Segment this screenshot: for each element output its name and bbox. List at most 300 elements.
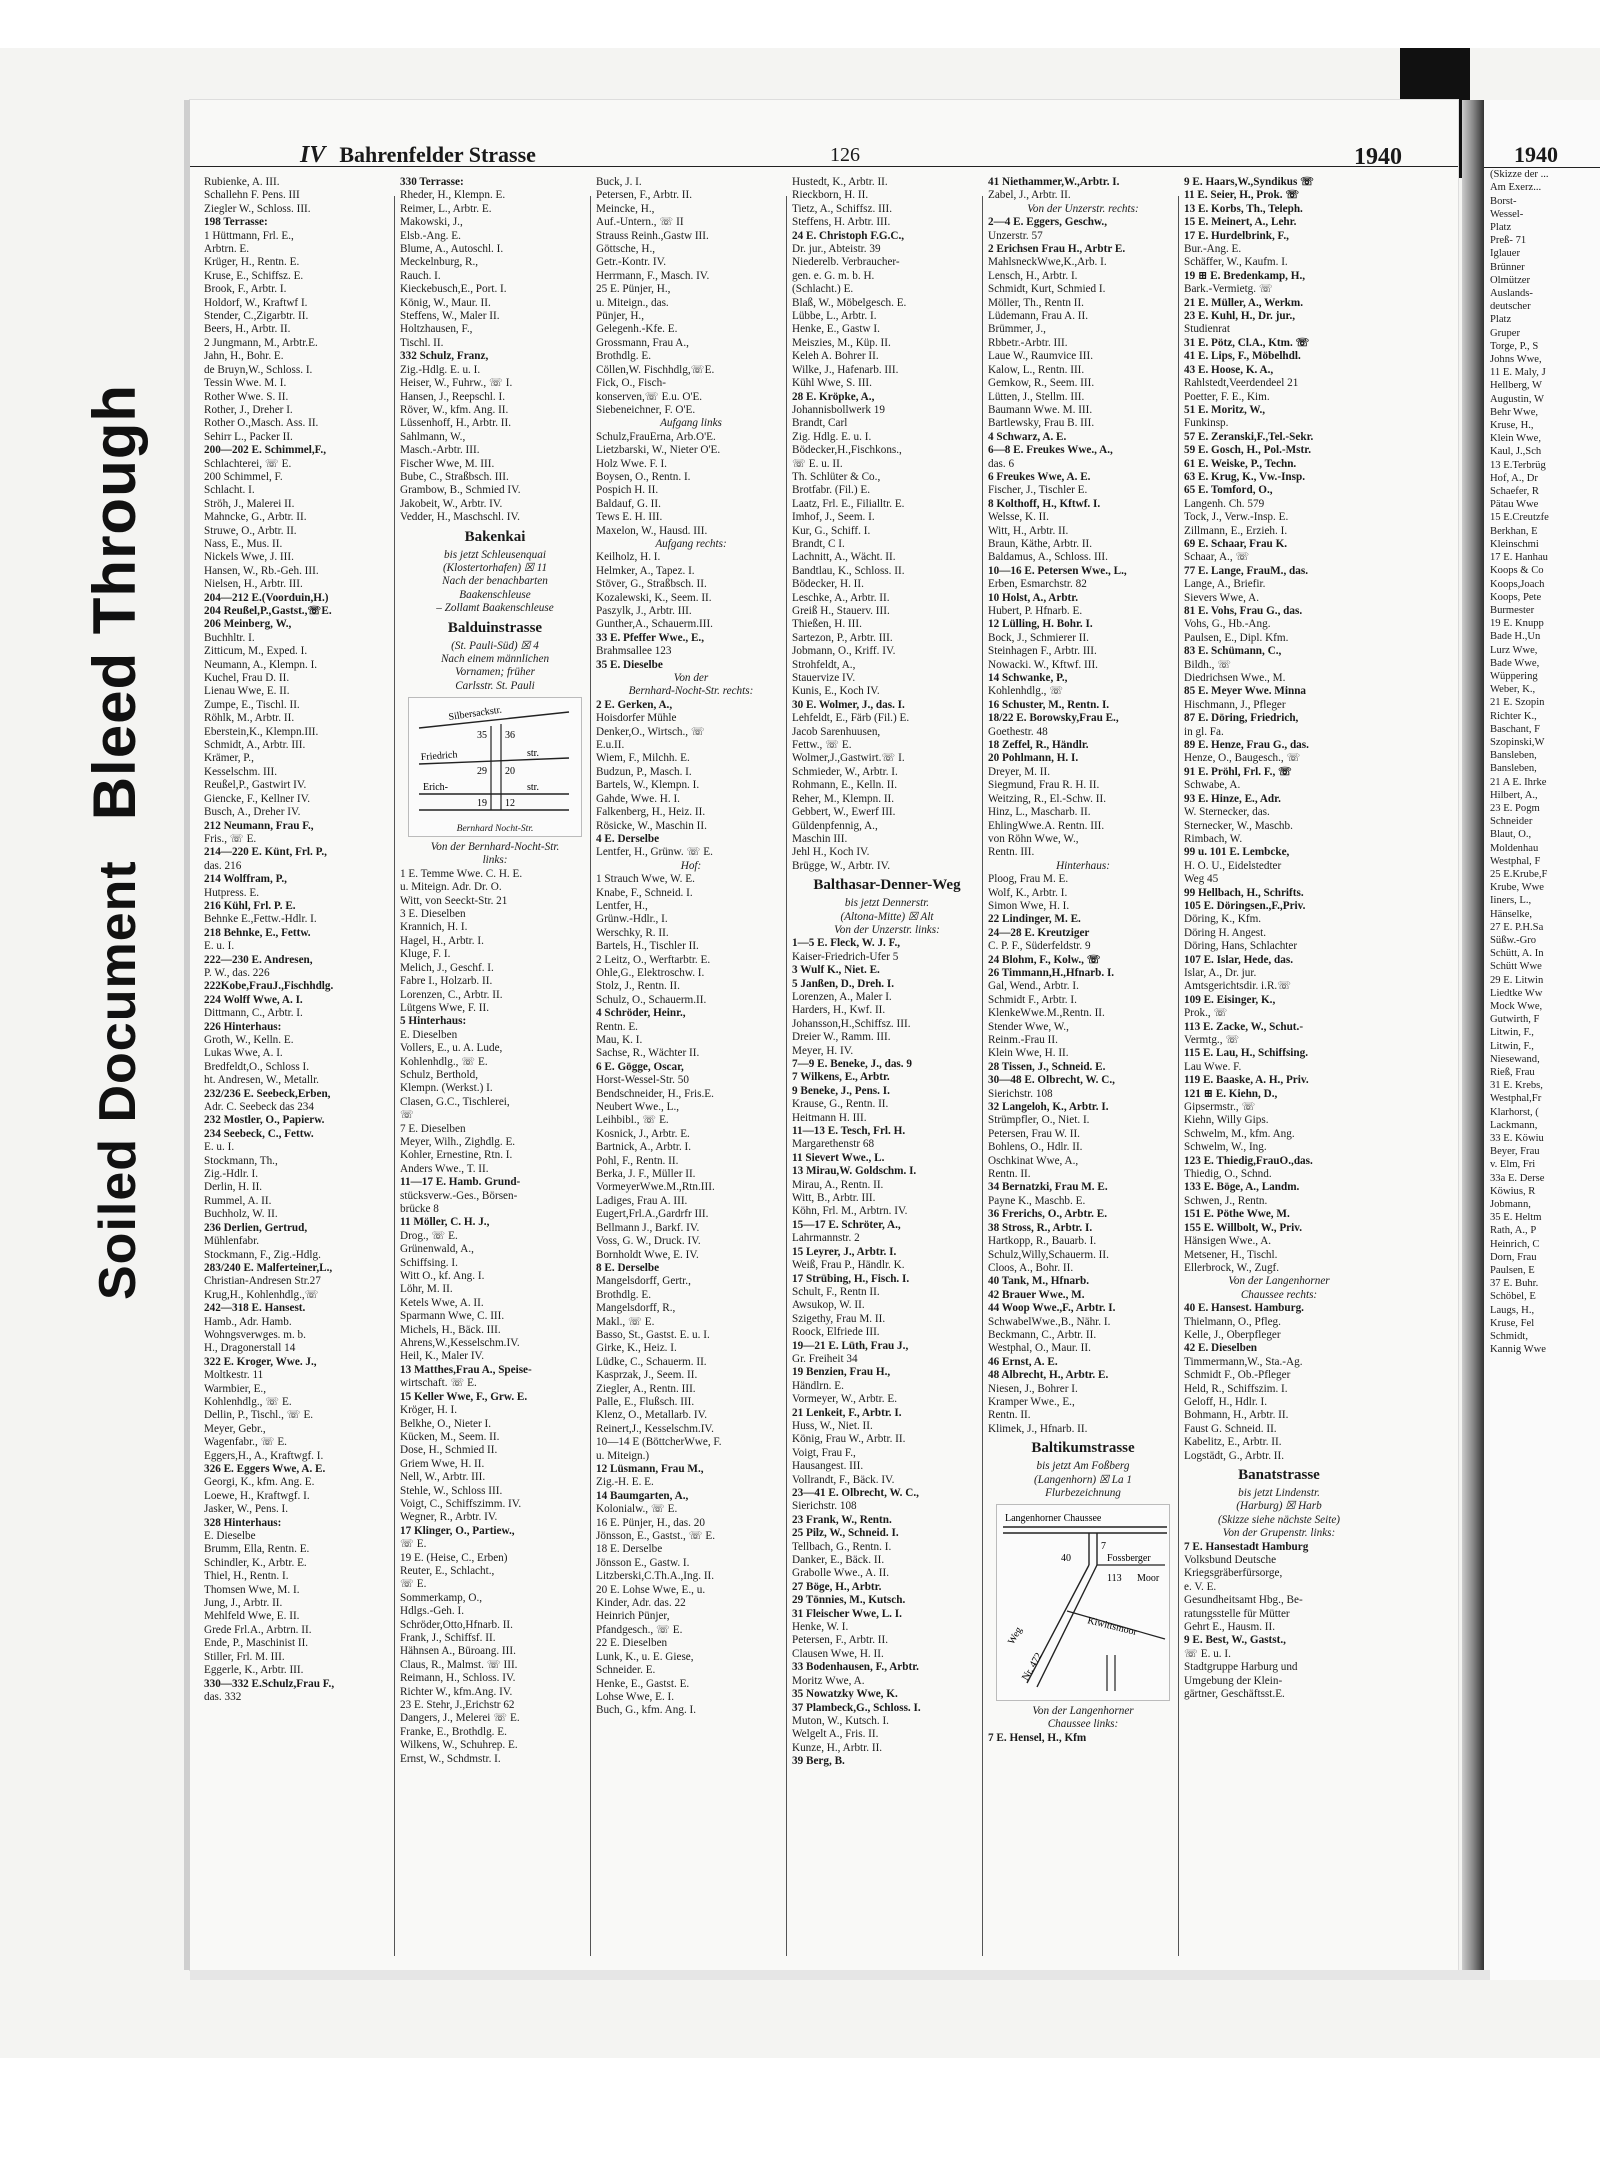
directory-entry: Klein Wwe, H. II. [988, 1047, 1069, 1060]
facing-page-entry: Schütt, A. In [1490, 948, 1544, 960]
directory-entry: Petersen, Frau W. II. [988, 1127, 1080, 1140]
directory-entry: Maxelon, W., Hausd. III. [596, 524, 708, 537]
directory-entry: 20 E. Lohse Wwe, E., u. [596, 1583, 706, 1596]
column-rule [982, 196, 983, 1956]
directory-entry: Zig. Hdlg. E. u. I. [792, 430, 872, 443]
facing-page-entry: 33a E. Derse [1490, 1172, 1545, 1184]
directory-entry: 328 Hinterhaus: [204, 1516, 282, 1529]
facing-page-entry: Kruse, Fel [1490, 1317, 1535, 1329]
directory-entry: Blaß, W., Möbelgesch. E. [792, 296, 907, 309]
directory-entry: Vollrandt, F., Bäck. IV. [792, 1473, 895, 1486]
directory-entry: Rentn. II. [988, 1409, 1031, 1422]
directory-entry: Siebeneichner, F. O'E. [596, 403, 696, 416]
street-note: (St. Pauli-Süd) ☒ 4 [451, 639, 539, 652]
directory-entry: Lüssenhoff, H., Arbtr. II. [400, 417, 512, 430]
directory-entry: Poetter, F. E., Kim. [1184, 390, 1270, 403]
directory-entry: Makowski, J., [400, 216, 463, 229]
directory-entry: 22 E. Dieselben [596, 1637, 668, 1650]
directory-entry: Schwelm, M., kfm. Ang. [1184, 1127, 1295, 1140]
facing-page-entry: Pätau Wwe [1490, 499, 1539, 511]
street-note: – Zollamt Baakenschleuse [436, 602, 554, 615]
facing-page-entry: 21 E. Szopin [1490, 697, 1545, 709]
facing-page-entry: Kleinschmi [1490, 538, 1539, 550]
directory-entry: 12 Lüsmann, Frau M., [596, 1463, 704, 1475]
directory-entry: Huss, W., Niet. II. [792, 1419, 873, 1432]
directory-entry: W. Sternecker, das. [1184, 806, 1270, 819]
directory-entry: Heinrich Pünjer, [596, 1610, 670, 1623]
directory-entry: Wagenfabr., ☏ E. [204, 1436, 287, 1449]
directory-entry: KlenkeWwe.M.,Rentn. II. [988, 1007, 1105, 1020]
directory-entry: Studienrat [1184, 323, 1230, 336]
facing-page-entry: Koops,Joach [1490, 578, 1545, 590]
directory-entry: Grossmann, Frau A., [596, 336, 689, 349]
facing-page-entry: Am Exerz... [1490, 182, 1542, 194]
directory-entry: 6—8 E. Freukes Wwe., A., [988, 444, 1113, 457]
directory-entry: Kelle, J., Oberpfleger [1184, 1328, 1281, 1341]
directory-entry: 200—202 E. Schimmel,F., [204, 444, 327, 457]
directory-entry: MahlsneckWwe,K.,Arb. I. [988, 256, 1107, 269]
directory-entry: Lahrmannstr. 2 [792, 1232, 860, 1245]
directory-entry: 30 E. Wolmer, J., das. I. [792, 698, 905, 711]
directory-entry: Islar, A., Dr. jur. [1184, 966, 1257, 979]
directory-entry: Umgebung der Klein- [1184, 1674, 1283, 1687]
directory-entry: Schallehn F. Pens. III [204, 189, 300, 202]
directory-entry: Reinm.-Frau II. [988, 1034, 1058, 1046]
street-note: (Klostertorhafen) ☒ 11 [442, 561, 548, 574]
directory-entry: Kabelitz, E., Arbtr. II. [1184, 1436, 1282, 1449]
directory-entry: Schlachterei, ☏ E. [204, 457, 292, 470]
facing-page-entry: Hellberg, W [1490, 380, 1542, 392]
directory-entry: Schmidt F., Arbtr. I. [988, 993, 1077, 1006]
directory-entry: Lohse Wwe, E. I. [596, 1690, 675, 1703]
directory-entry: Baumann Wwe. M. III. [988, 403, 1093, 416]
directory-entry: Johannisbollwerk 19 [792, 403, 885, 416]
sketch-label: 20 [505, 766, 515, 778]
directory-entry: 23 Frank, W., Rentn. [792, 1513, 892, 1526]
directory-entry: Gahde, Wwe. H. I. [596, 792, 680, 805]
directory-entry: 48 Albrecht, H., Arbtr. E. [988, 1369, 1109, 1382]
directory-entry: Bartlewsky, Frau B. III. [988, 417, 1095, 430]
directory-entry: 35 E. Dieselbe [596, 658, 663, 671]
facing-page-entry: 15 E.Creutzfe [1490, 512, 1549, 524]
directory-entry: Rauch. I. [400, 269, 441, 282]
directory-entry: 28 E. Kröpke, A., [792, 390, 875, 403]
directory-entry: Witt, B., Arbtr. III. [792, 1192, 876, 1205]
sketch-label: Fossberger [1107, 1553, 1151, 1565]
facing-page-entry: 35 E. Heltm [1490, 1212, 1542, 1224]
facing-page-entry: Baschant, F [1490, 723, 1541, 735]
facing-page-entry: Dorn, Frau [1490, 1251, 1537, 1263]
facing-page-entry: Weber, K., [1490, 684, 1536, 696]
street-note: Hof: [680, 859, 702, 872]
directory-entry: E. u. I. [204, 1141, 235, 1154]
directory-entry: Dangers, J., Melerei ☏ E. [400, 1712, 520, 1725]
directory-entry: Funkinsp. [1184, 417, 1229, 430]
directory-entry: Hamb., Adr. Hamb. [204, 1315, 292, 1328]
directory-entry: Lentfer, H., [596, 899, 648, 912]
baltikum-street-sketch [997, 1505, 1173, 1695]
directory-entry: Grambow, B., Schmied IV. [400, 484, 521, 497]
directory-entry: Bartels, W., Klempn. I. [596, 779, 700, 792]
street-note: (Skizze siehe nächste Seite) [1217, 1513, 1341, 1526]
directory-entry: 4 E. Derselbe [596, 832, 660, 845]
directory-entry: Bartels, H., Tischler II. [596, 940, 699, 953]
directory-entry: 1—5 E. Fleck, W. J. F., [792, 937, 901, 950]
directory-entry: Weitzing, R., El.-Schw. II. [988, 792, 1106, 805]
directory-entry: 214—220 E. Künt, Frl. P., [204, 846, 327, 859]
directory-entry: Rother Wwe. S. II. [204, 390, 289, 403]
directory-entry: Krämer, P., [204, 752, 254, 765]
directory-entry: 33 Bodenhausen, F., Arbtr. [792, 1661, 919, 1674]
facing-page-entry: Blaut, O., [1490, 829, 1532, 841]
directory-entry: Fettw., ☏ E. [792, 739, 852, 752]
directory-entry: Eugert,Frl.A.,Gardrfr III. [596, 1208, 709, 1221]
directory-entry: 2 Leitz, O., Werftarbtr. E. [596, 953, 711, 966]
directory-entry: 10 Holst, A., Arbtr. [988, 591, 1079, 604]
directory-entry: Laatz, Frl. E., Filialltr. E. [792, 497, 905, 510]
directory-entry: 11—17 E. Hamb. Grund- [400, 1176, 521, 1189]
directory-entry: Bildh., ☏ [1184, 658, 1232, 671]
directory-entry: Clasen, G.C., Tischlerei, [400, 1095, 510, 1108]
directory-entry: Lachnitt, A., Wächt. II. [792, 551, 896, 564]
directory-entry: Fris., ☏ E. [204, 832, 257, 845]
directory-entry: 7—9 E. Beneke, J., das. 9 [792, 1058, 912, 1070]
facing-page-entry: 37 E. Buhr. [1490, 1278, 1539, 1290]
directory-entry: 11—13 E. Tesch, Frl. H. [792, 1125, 906, 1138]
directory-entry: Thiedig, O., Schnd. [1184, 1168, 1272, 1181]
directory-entry: Steinhagen F., Arbtr. III. [988, 645, 1097, 658]
directory-entry: 22 Lindinger, M. E. [988, 913, 1081, 926]
directory-entry: H., Dragonerstall 14 [204, 1342, 296, 1355]
facing-page-entry: Koops & Co [1490, 565, 1544, 577]
facing-page-entry: Burmester [1490, 604, 1535, 616]
directory-entry: Schmieder, W., Arbtr. I. [792, 765, 898, 778]
header-page-number: 126 [830, 144, 860, 166]
directory-entry: Zumpe, E., Tischl. II. [204, 698, 300, 711]
directory-entry: Hartkopp, R., Bauarb. I. [988, 1235, 1097, 1248]
street-note: Von der Langenhorner [1228, 1275, 1330, 1288]
directory-entry: Eberstein,K., Klempn.III. [204, 725, 319, 738]
directory-entry: Gesundheitsamt Hbg., Be- [1184, 1594, 1303, 1607]
directory-entry: Schaar, A., ☏ [1184, 551, 1250, 564]
directory-entry: Roock, Elfriede III. [792, 1326, 880, 1339]
directory-entry: Schröder,Otto,Hfnarb. II. [400, 1618, 513, 1631]
directory-entry: Kalow, L., Rentn. III. [988, 363, 1085, 376]
directory-entry: Fischer, J., Tischler E. [988, 484, 1088, 497]
directory-entry: Hustedt, K., Arbtr. II. [792, 176, 888, 188]
directory-entry: Reimer, L., Arbtr. E. [400, 202, 492, 215]
directory-entry: 7 E. Dieselben [400, 1122, 466, 1135]
directory-entry: Baldauf, G. II. [596, 497, 661, 510]
page-edge-shadow [1462, 100, 1484, 1980]
directory-entry: Vohs, G., Hb.-Ang. [1184, 618, 1271, 631]
directory-entry: Jakobeit, W., Arbtr. IV. [400, 497, 503, 510]
directory-entry: 89 E. Henze, Frau G., das. [1184, 739, 1309, 752]
directory-entry: 31 E. Pötz, Cl.A., Ktm. ☏ [1184, 336, 1310, 349]
directory-entry: 2 E. Gerken, A., [596, 698, 673, 711]
directory-entry: Rother, J., Dreher I. [204, 403, 293, 416]
directory-entry: Reußel,P., Gastwirt IV. [204, 779, 307, 792]
facing-page-entry: Richter K., [1490, 710, 1537, 722]
street-note: Chaussee links: [1047, 1718, 1119, 1731]
directory-entry: Schwen, J., Rentn. [1184, 1194, 1268, 1207]
directory-entry: Bark.-Vermietg. ☏ [1184, 283, 1273, 296]
header-section-roman: IV [300, 142, 326, 168]
directory-entry: Hischmann, J., Pfleger [1184, 698, 1286, 711]
directory-entry: Hdlgs.-Geh. I. [400, 1605, 465, 1618]
directory-entry: Geloff, H., Hdlr. I. [1184, 1395, 1268, 1408]
directory-entry: Moltkestr. 11 [204, 1369, 264, 1382]
directory-entry: Georgi, K., kfm. Ang. E. [204, 1476, 315, 1489]
directory-entry: Lorenzen, A., Maler I. [792, 990, 892, 1003]
directory-entry: 93 E. Hinze, E., Adr. [1184, 792, 1281, 805]
directory-entry: Henke, W. I. [792, 1621, 849, 1634]
directory-entry: Bock, J., Schmierer II. [988, 631, 1089, 644]
directory-entry: Rahlstedt,Veerdendeel 21 [1184, 377, 1299, 390]
directory-entry: Unzerstr. 57 [988, 229, 1043, 242]
directory-entry: Nowacki. W., Kftwf. III. [988, 658, 1098, 671]
directory-entry: 2—4 E. Eggers, Geschw., [988, 216, 1108, 229]
directory-entry: Kieckebusch,E., Port. I. [400, 283, 507, 296]
directory-entry: Brook, F., Arbtr. I. [204, 283, 287, 296]
facing-page-entry: Liedtke Ww [1490, 987, 1543, 999]
directory-entry: 1 Hüttmann, Frl. E., [204, 229, 294, 242]
directory-column [596, 176, 786, 1956]
directory-entry: Girke, K., Heiz. I. [596, 1342, 677, 1355]
directory-entry: Michels, H., Bäck. III. [400, 1323, 501, 1336]
directory-entry: 1 E. Temme Wwe. C. H. E. [400, 867, 523, 880]
directory-entry: Neumann, A., Klempn. I. [204, 658, 318, 671]
directory-entry: Lukas Wwe, A. I. [204, 1047, 283, 1060]
directory-entry: 15 Leyrer, J., Arbtr. I. [792, 1245, 897, 1258]
directory-entry: 226 Hinterhaus: [204, 1020, 282, 1033]
directory-entry: Vermtg., ☏ [1184, 1034, 1240, 1046]
directory-entry: Gebbert, W., Ewerf III. [792, 806, 896, 819]
facing-page-content [1484, 100, 1600, 1980]
directory-entry: Sachse, R., Wächter II. [596, 1047, 700, 1060]
directory-entry: Clausen Wwe, H. II. [792, 1647, 884, 1660]
facing-page-entry: Lackmann, [1490, 1119, 1538, 1131]
directory-entry: Rimbach, W. [1184, 832, 1243, 845]
directory-entry: P. W., das. 226 [204, 966, 270, 979]
directory-entry: Dellin, P., Tischl., ☏ E. [204, 1409, 314, 1422]
directory-entry: 24—28 E. Kreutziger [988, 926, 1090, 939]
directory-column [792, 176, 982, 1956]
directory-entry: Kaiser-Friedrich-Ufer 5 [792, 950, 899, 963]
directory-entry: Werschky, R. II. [596, 926, 669, 939]
directory-entry: 19 Benzien, Frau H., [792, 1366, 891, 1379]
baltikum-sketch-box [996, 1504, 1170, 1700]
directory-entry: Gr. Freiheit 34 [792, 1352, 858, 1365]
directory-entry: Bube, C., Straßbsch. III. [400, 470, 509, 483]
facing-page-entry: 17 E. Hanhau [1490, 552, 1548, 564]
facing-page-entry: Wüppering [1490, 670, 1538, 682]
directory-entry: Möller, Th., Rentn II. [988, 296, 1084, 309]
directory-entry: Reimann, H., Schloss. IV. [400, 1672, 516, 1685]
directory-entry: 119 E. Baaske, A. H., Priv. [1184, 1074, 1309, 1087]
street-note: Flurbezeichnung [1045, 1487, 1121, 1499]
directory-entry: Heitmann H. III. [792, 1111, 867, 1124]
directory-entry: EhlingWwe.A. Rentn. III. [988, 819, 1105, 832]
facing-page-entry: Hänselke, [1490, 908, 1533, 920]
directory-entry: Helmker, A., Tapez. I. [596, 564, 695, 577]
sketch-label: Kiwittsmoor [1086, 1615, 1138, 1639]
directory-entry: Heiser, W., Fuhrw., ☏ I. [400, 377, 513, 390]
sketch-label: 19 [477, 798, 487, 810]
directory-entry: Schiffsing. I. [400, 1256, 458, 1269]
directory-page [190, 100, 1458, 1970]
directory-entry: 17 Klinger, O., Partiew., [400, 1524, 515, 1537]
street-note: Baakenschleuse [459, 588, 531, 601]
directory-entry: Kunze, H., Arbtr. II. [792, 1741, 883, 1754]
directory-entry: Henze, O., Baugesch., ☏ [1184, 752, 1301, 765]
directory-entry: Reuter, E., Schlacht., [400, 1564, 495, 1577]
directory-entry: 99 Hellbach, H., Schrifts. [1184, 886, 1304, 899]
directory-entry: Bödecker,H.,Fischkons., [792, 444, 902, 457]
directory-entry: Knabe, F., Schneid. I. [596, 886, 693, 899]
directory-entry: 222—230 E. Andresen, [204, 953, 313, 966]
directory-entry: Niederelb. Verbraucher- [792, 256, 900, 269]
directory-entry: Krause, G., Rentn. II. [792, 1098, 889, 1111]
directory-entry: Wohngsverwges. m. b. [204, 1328, 306, 1341]
directory-entry: Brümmer, J., [988, 323, 1046, 336]
sketch-label: Moor [1137, 1573, 1160, 1585]
directory-entry: Szigethy, Frau M. II. [792, 1312, 886, 1325]
directory-entry: 32 Langeloh, K., Arbtr. I. [988, 1101, 1109, 1114]
directory-entry: Jehl H., Koch IV. [792, 846, 870, 859]
directory-entry: Krüger, H., Rentn. E. [204, 256, 300, 269]
facing-page-entry: v. Elm, Fri [1490, 1159, 1536, 1171]
sketch-label: Langenhorner Chaussee [1005, 1513, 1102, 1525]
directory-entry: Griem Wwe, H. II. [400, 1457, 485, 1470]
directory-entry: 83 E. Schümann, C., [1184, 645, 1282, 658]
directory-entry: Bohmann, H., Arbtr. II. [1184, 1409, 1289, 1422]
facing-page-entry: Koops, Pete [1490, 591, 1542, 603]
directory-entry: Kesselschm. III. [204, 765, 278, 778]
directory-entry: 16 Schuster, M., Rentn. I. [988, 698, 1110, 711]
directory-entry: 81 E. Vohs, Frau G., das. [1184, 605, 1303, 617]
directory-entry: 15 Keller Wwe, F., Grw. E. [400, 1390, 528, 1403]
street-note: Von der Bernhard-Nocht-Str. [430, 841, 560, 854]
header-section [300, 142, 536, 169]
directory-entry: E. Dieselben [400, 1028, 458, 1041]
directory-entry: Paszylk, J., Arbtr. III. [596, 605, 692, 617]
directory-entry: 206 Meinberg, W., [204, 618, 292, 631]
directory-entry: 10—14 E (BöttcherWwe, F. [596, 1436, 722, 1449]
facing-page-entry: Krube, Wwe [1490, 882, 1544, 894]
directory-entry: Bredfeldt,O., Schloss I. [204, 1060, 310, 1073]
directory-entry: Holtzhausen, F., [400, 323, 473, 336]
directory-entry: 46 Ernst, A. E. [988, 1355, 1058, 1368]
directory-entry: ☏ E. [400, 1538, 427, 1551]
facing-page-entry: Litwin, F., [1490, 1040, 1534, 1052]
directory-entry: Brügge, W., Arbtr. IV. [792, 859, 890, 872]
directory-entry: Vedder, H., Maschschl. IV. [400, 511, 520, 524]
directory-entry: Ströh, J., Malerei II. [204, 497, 295, 510]
sketch-label: 113 [1107, 1573, 1122, 1585]
facing-page-entry: 23 E. Pogm [1490, 802, 1540, 814]
directory-entry: Jahn, H., Bohr. E. [204, 350, 284, 363]
directory-entry: Zabel, J., Arbtr. II. [988, 189, 1071, 202]
directory-entry: Kohlenhdlg., ☏ [988, 685, 1064, 698]
facing-page-entry: Beyer, Frau [1490, 1146, 1540, 1158]
facing-page-entry: 25 E.Krube,F [1490, 868, 1548, 880]
directory-entry: 12 Lülling, H. Bohr. I. [988, 618, 1093, 631]
header-street-title: Bahrenfelder Strasse [339, 142, 536, 167]
directory-entry: 25 E. Pünjer, H., [596, 283, 671, 296]
directory-entry: Diedrichsen Wwe., M. [1184, 672, 1286, 685]
directory-entry: König, W., Maur. II. [400, 296, 491, 309]
directory-entry: 2 Jungmann, M., Arbtr.E. [204, 336, 318, 349]
facing-page-year: 1940 [1484, 100, 1600, 168]
directory-entry: Budzun, P., Masch. I. [596, 765, 692, 778]
facing-page-entry: Bansleben, [1490, 750, 1537, 762]
directory-entry: Brandt, Carl [792, 417, 848, 430]
directory-entry: Volksbund Deutsche [1184, 1554, 1277, 1567]
directory-entry: 204—212 E.(Voorduin,H.) [204, 591, 329, 604]
directory-entry: Tietz, A., Schiffsz. III. [792, 202, 893, 215]
directory-entry: Lunk, K., u. E. Giese, [596, 1650, 694, 1663]
directory-entry: Derlin, H. II. [204, 1181, 263, 1194]
street-heading: Balduinstrasse [447, 619, 543, 636]
directory-entry: Witt, H., Arbtr. II. [988, 524, 1069, 537]
directory-entry: 42 E. Dieselben [1184, 1342, 1258, 1355]
directory-entry: Muton, W., Kutsch. I. [792, 1714, 889, 1727]
directory-entry: von Röhn Wwe, W., [988, 832, 1079, 845]
facing-page-entry: 19 E. Knupp [1490, 618, 1544, 630]
sketch-label: str. [527, 782, 539, 794]
directory-entry: 3 E. Dieselben [400, 908, 466, 921]
directory-entry: 23 E. Stehr, J.,Erichstr 62 [400, 1699, 515, 1712]
directory-entry: 18 E. Derselbe [596, 1543, 663, 1556]
facing-page-entry: Brünner [1490, 261, 1525, 273]
directory-entry: 37 Plambeck,G., Schloss. I. [792, 1701, 921, 1714]
directory-entry: Dreyer, M. II. [988, 765, 1050, 778]
directory-entry: 222Kobe,FrauJ.,Fischhdlg. [204, 980, 334, 993]
directory-entry: 155 E. Willbolt, W., Priv. [1184, 1221, 1303, 1234]
directory-entry: Wegner, R., Arbtr. IV. [400, 1511, 498, 1524]
facing-page-entry: Olmützer [1490, 274, 1531, 286]
street-note: Vornamen; früher [455, 666, 535, 679]
directory-entry: 21 Lenkeit, F., Arbtr. I. [792, 1406, 902, 1419]
directory-entry: Schulz, O., Schauerm.II. [596, 993, 707, 1006]
directory-entry: Witt O., kf. Ang. I. [400, 1270, 485, 1283]
directory-entry: Ernst, W., Schdmstr. I. [400, 1752, 501, 1765]
directory-entry: Ohle,G., Elektroschw. I. [596, 966, 705, 979]
directory-entry: Grünenwald, A., [400, 1243, 474, 1256]
directory-entry: Ketels Wwe, A. II. [400, 1296, 484, 1309]
directory-entry: Mahncke, G., Arbtr. II. [204, 511, 307, 524]
directory-entry: Berka, J. F., Müller II. [596, 1168, 696, 1181]
directory-entry: Nass, E., Mus. II. [204, 537, 283, 550]
directory-entry: Schlacht. I. [204, 484, 255, 497]
directory-entry: 38 Stross, R., Arbtr. I. [988, 1221, 1093, 1234]
directory-entry: Claus, R., Malmst. ☏ III. [400, 1658, 518, 1671]
directory-entry: Jönsson E., Gastw. I. [596, 1556, 690, 1569]
directory-entry: Timmermann,W., Sta.-Ag. [1184, 1355, 1303, 1368]
street-note: Hinterhaus: [1056, 859, 1110, 872]
facing-page-entry: Johns Wwe, [1490, 354, 1542, 366]
facing-page-entry: Borst- [1490, 195, 1517, 207]
column-rule [1178, 196, 1179, 1956]
street-note: bis jetzt Schleusenquai [444, 548, 546, 561]
directory-entry: Fischer Wwe, M. III. [400, 457, 495, 470]
directory-entry: 40 E. Hansest. Hamburg. [1184, 1302, 1304, 1315]
facing-page-entry: 13 E.Terbrüg [1490, 459, 1546, 471]
directory-entry: 57 E. Zeranski,F.,Tel.-Sekr. [1184, 430, 1314, 443]
directory-entry: Krug,H., Kohlenhdlg.,☏ [204, 1288, 319, 1301]
directory-entry: u. Miteign., das. [596, 296, 669, 309]
